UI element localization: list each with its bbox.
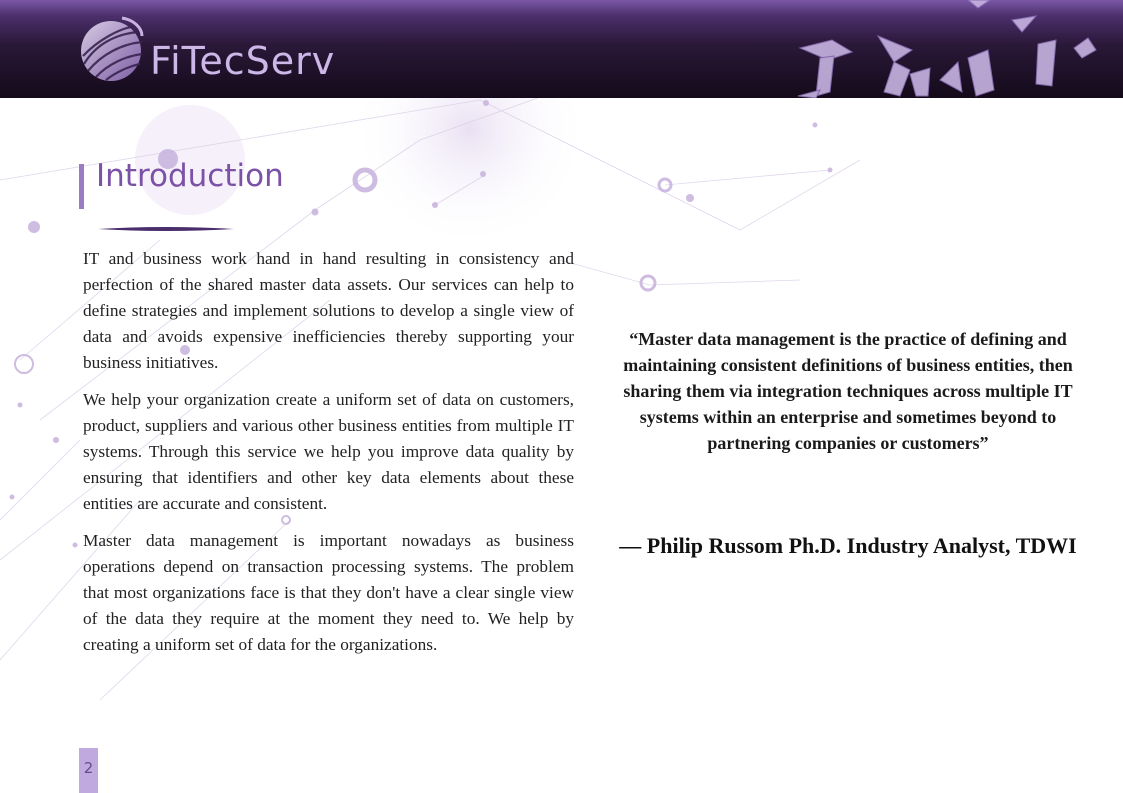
- crystal-shards-decoration: [790, 0, 1123, 98]
- intro-body: [83, 246, 574, 669]
- page-number: 2: [79, 748, 98, 793]
- paragraph: Master data management is important nowadays as business operations depend on transaction processing systems. The problem that most organizations face is that they don't have a clear single view of the data they require at the moment they need to. We help by creating a uniform set of data for the organizations.: [83, 531, 574, 654]
- section-title: Introduction: [96, 158, 284, 194]
- paragraph: IT and business work hand in hand resulting in consistency and perfection of the shared master data assets. Our services can help to define strategies and implement solutions to develop a single view of data and avoids expensive inefficiencies thereby supporting your business initiatives.: [83, 249, 574, 372]
- pull-quote: “Master data management is the practice of defining and maintaining consistent definitions of business entities, then sharing them via integration techniques across multiple IT systems within an enterprise and sometimes beyond to partnering companies or customers”: [623, 329, 1073, 453]
- quote-attribution: — Philip Russom Ph.D. Industry Analyst, TDWI: [619, 533, 1077, 558]
- title-underline: [98, 226, 234, 232]
- header-band: [0, 0, 1123, 98]
- brand-name: FiTecServ: [150, 39, 336, 83]
- paragraph: We help your organization create a uniform set of data on customers, product, suppliers and various other business entities from multiple IT systems. Through this service we help you improve data quality by ensuring that identifiers and other key data elements about these entities are accurate and consistent.: [83, 390, 574, 513]
- globe-swirl-icon: [76, 14, 146, 84]
- title-accent-bar: [79, 164, 84, 209]
